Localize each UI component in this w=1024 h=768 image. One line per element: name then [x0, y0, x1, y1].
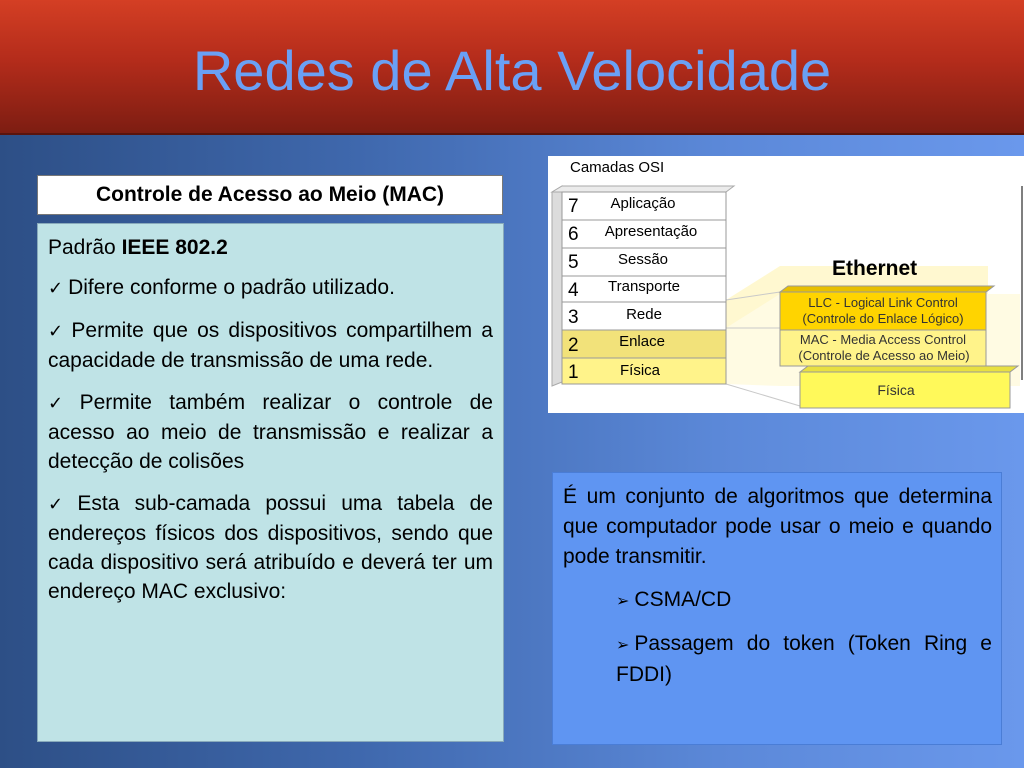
osi-layer-1	[562, 358, 726, 384]
left-bullet	[48, 273, 493, 303]
right-bullet	[616, 629, 992, 690]
osi-layer-2	[562, 330, 726, 358]
layer-name: Aplicação	[610, 195, 676, 212]
layer-name: Transporte	[608, 278, 680, 295]
left-bullet-text: Permite que os dispositivos compartilhem a capacidade de transmissão de uma rede.	[48, 319, 493, 372]
ethernet-fisica-label: Física	[877, 382, 915, 398]
left-bullet-text: Permite também realizar o controle de acesso ao meio de transmissão e realizar a detecção de colisões	[48, 391, 493, 473]
mac-line1: MAC - Media Access Control	[799, 332, 967, 347]
checkmark-icon: ✓	[48, 494, 73, 515]
right-paragraph: É um conjunto de algoritmos que determina que computador pode usar o meio e quando pode transmitir.	[563, 485, 992, 568]
llc-line1: LLC - Logical Link Control	[808, 295, 958, 310]
left-text-box	[37, 223, 504, 742]
layer-name: Enlace	[619, 333, 665, 350]
mac-heading: Controle de Acesso ao Meio (MAC)	[37, 175, 503, 215]
llc-block	[780, 286, 994, 330]
layer-number: 6	[568, 224, 579, 245]
intro-prefix: Padrão	[48, 236, 122, 259]
left-bullet	[48, 316, 493, 375]
llc-line2: (Controle do Enlace Lógico)	[802, 311, 964, 326]
ethernet-fisica-block	[800, 366, 1018, 408]
layer-name: Apresentação	[604, 223, 698, 240]
checkmark-icon: ✓	[48, 393, 75, 414]
checkmark-icon: ✓	[48, 278, 64, 299]
checkmark-icon: ✓	[48, 321, 67, 342]
title-bar	[0, 0, 1024, 135]
right-bullet	[616, 585, 992, 616]
layer-number: 1	[568, 362, 579, 383]
osi-layer-6	[562, 220, 726, 248]
osi-layer-7	[562, 192, 726, 220]
layer-number: 7	[568, 196, 579, 217]
intro-standard: IEEE 802.2	[121, 236, 228, 259]
layer-name: Sessão	[617, 251, 669, 268]
arrow-bullet-icon: ➢	[616, 591, 630, 610]
ethernet-label: Ethernet	[832, 257, 918, 280]
layer-name: Física	[619, 362, 661, 379]
slide-title: Redes de Alta Velocidade	[192, 39, 832, 102]
left-bullet	[48, 388, 493, 476]
osi-ethernet-diagram	[548, 156, 1024, 413]
right-text-box	[552, 472, 1002, 745]
left-bullet-text: Difere conforme o padrão utilizado.	[68, 276, 395, 299]
left-bullet-text: Esta sub-camada possui uma tabela de endereços físicos dos dispositivos, sendo que cada dispositivo será atribuído e deverá ter um endereço MAC exclusivo:	[48, 492, 493, 603]
osi-layer-3	[562, 302, 726, 330]
osi-layer-5	[562, 248, 726, 276]
layer-number: 5	[568, 252, 579, 273]
left-bullet	[48, 489, 493, 606]
mac-block	[780, 330, 986, 366]
arrow-bullet-icon: ➢	[616, 635, 630, 654]
osi-layer-4	[562, 276, 726, 302]
osi-title: Camadas OSI	[570, 159, 665, 176]
diagram-svg	[548, 156, 1024, 413]
layer-name: Rede	[626, 306, 662, 323]
layer-number: 4	[568, 280, 579, 301]
layer-number: 3	[568, 307, 579, 328]
projection-line	[726, 384, 800, 406]
right-bullet-text: CSMA/CD	[634, 588, 732, 611]
layer-number: 2	[568, 335, 579, 356]
intro-line	[48, 233, 493, 262]
mac-line2: (Controle de Acesso ao Meio)	[798, 348, 970, 363]
right-bullet-text: Passagem do token (Token Ring e FDDI)	[616, 632, 992, 686]
